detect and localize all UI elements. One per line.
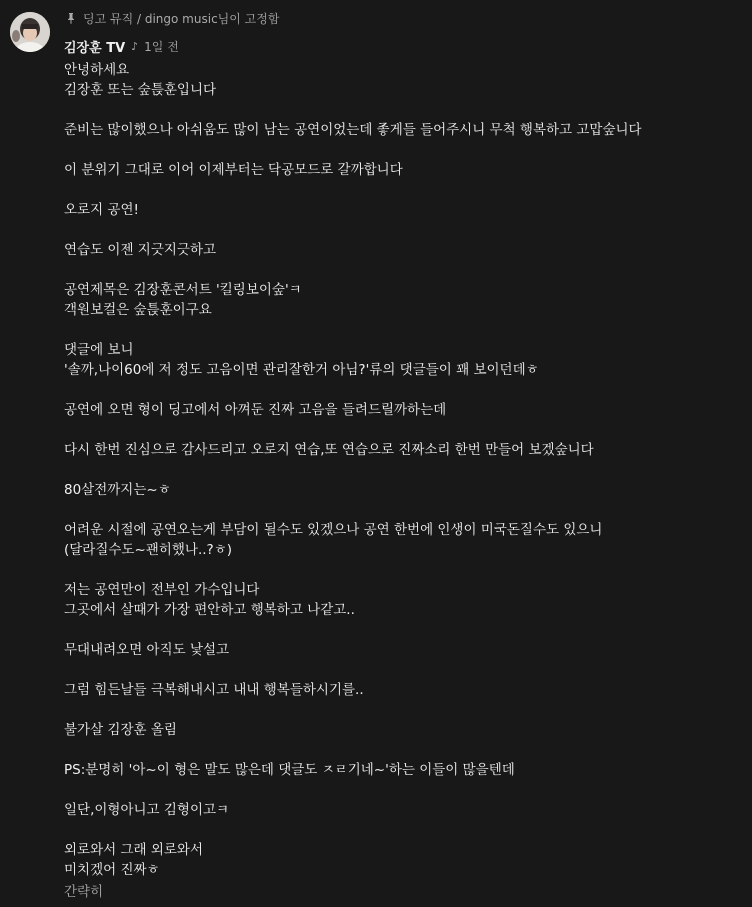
comment-timestamp[interactable]: 1일 전 [144,39,179,54]
comment-blank-line [64,460,744,480]
comment-text-line: 댓글에 보니 [64,342,134,358]
comment-blank-line [64,140,744,160]
author-name[interactable]: 김장훈 TV [64,40,126,56]
comment-blank-line [64,560,744,580]
comment-text-line: 이 분위기 그대로 이어 이제부터는 닥공모드로 갈까합니다 [64,162,403,178]
comment-blank-line [64,320,744,340]
comment-text-line: 연습도 이젠 지긋지긋하고 [64,242,217,258]
comment-blank-line [64,180,744,200]
comment-text-line: 객원보컬은 숲튽훈이구요 [64,302,212,318]
comment-text-line: PS:분명히 '아~이 형은 말도 많은데 댓글도 ㅈㄹ기네~'하는 이들이 많을텐데 [64,762,515,778]
pin-icon [64,11,78,25]
author-avatar[interactable] [10,12,50,52]
comment-text-line: 불가살 김장훈 올림 [64,722,177,738]
comment-text-line: 미치겠어 진짜ㅎ [64,862,160,878]
comment-text-line: 그곳에서 살때가 가장 편안하고 행복하고 나같고.. [64,602,355,618]
pinned-label [64,9,279,27]
music-note-icon: ♪ [131,39,139,53]
comment-text-line: 일단,이형아니고 김형이고ㅋ [64,802,230,818]
comment-blank-line [64,220,744,240]
comment-blank-line [64,100,744,120]
show-less-button[interactable]: 간략히 [64,884,104,900]
pinned-text: 딩고 뮤직 / dingo music님이 고정함 [83,11,280,26]
comment-blank-line [64,620,744,640]
comment-text-line: 저는 공연만이 전부인 가수입니다 [64,582,260,598]
comment-text-line: '솔까,나이60에 저 정도 고음이면 관리잘한거 아님?'류의 댓글들이 꽤 보이던데ㅎ [64,362,539,378]
comment-blank-line [64,780,744,800]
comment-blank-line [64,420,744,440]
comment-text-line: 공연에 오면 형이 딩고에서 아껴둔 진짜 고음을 들려드릴까하는데 [64,402,447,418]
comment-text-line: (달라질수도~괜히했나..?ㅎ) [64,542,233,558]
comment-body [64,60,744,880]
comment-text-line: 공연제목은 김장훈콘서트 '킬링보이숲'ㅋ [64,282,302,298]
comment-blank-line [64,700,744,720]
comment-blank-line [64,380,744,400]
comment-text-line: 그럼 힘든날들 극복해내시고 내내 행복들하시기를.. [64,682,364,698]
comment-header [64,36,179,56]
comment-text-line: 다시 한번 진심으로 감사드리고 오로지 연습,또 연습으로 진짜소리 한번 만들어 보겠숲니다 [64,442,594,458]
comment-text-line: 오로지 공연! [64,202,139,218]
comment-blank-line [64,500,744,520]
comment-text-line: 80살전까지는~ㅎ [64,482,171,498]
comment-blank-line [64,260,744,280]
comment-text-line: 외로와서 그래 외로와서 [64,842,203,858]
comment-blank-line [64,660,744,680]
comment-text-line: 안녕하세요 [64,62,130,78]
comment-text-line: 무대내려오면 아직도 낯설고 [64,642,230,658]
comment-text-line: 김장훈 또는 숲튽훈입니다 [64,82,217,98]
comment-text-line: 어려운 시절에 공연오는게 부담이 될수도 있겠으나 공연 한번에 인생이 미국돈질수도 있으니 [64,522,603,538]
comment-blank-line [64,740,744,760]
comment-text-line: 준비는 많이했으나 아쉬움도 많이 남는 공연이었는데 좋게들 들어주시니 무척 행복하고 고맙숲니다 [64,122,642,138]
comment-blank-line [64,820,744,840]
